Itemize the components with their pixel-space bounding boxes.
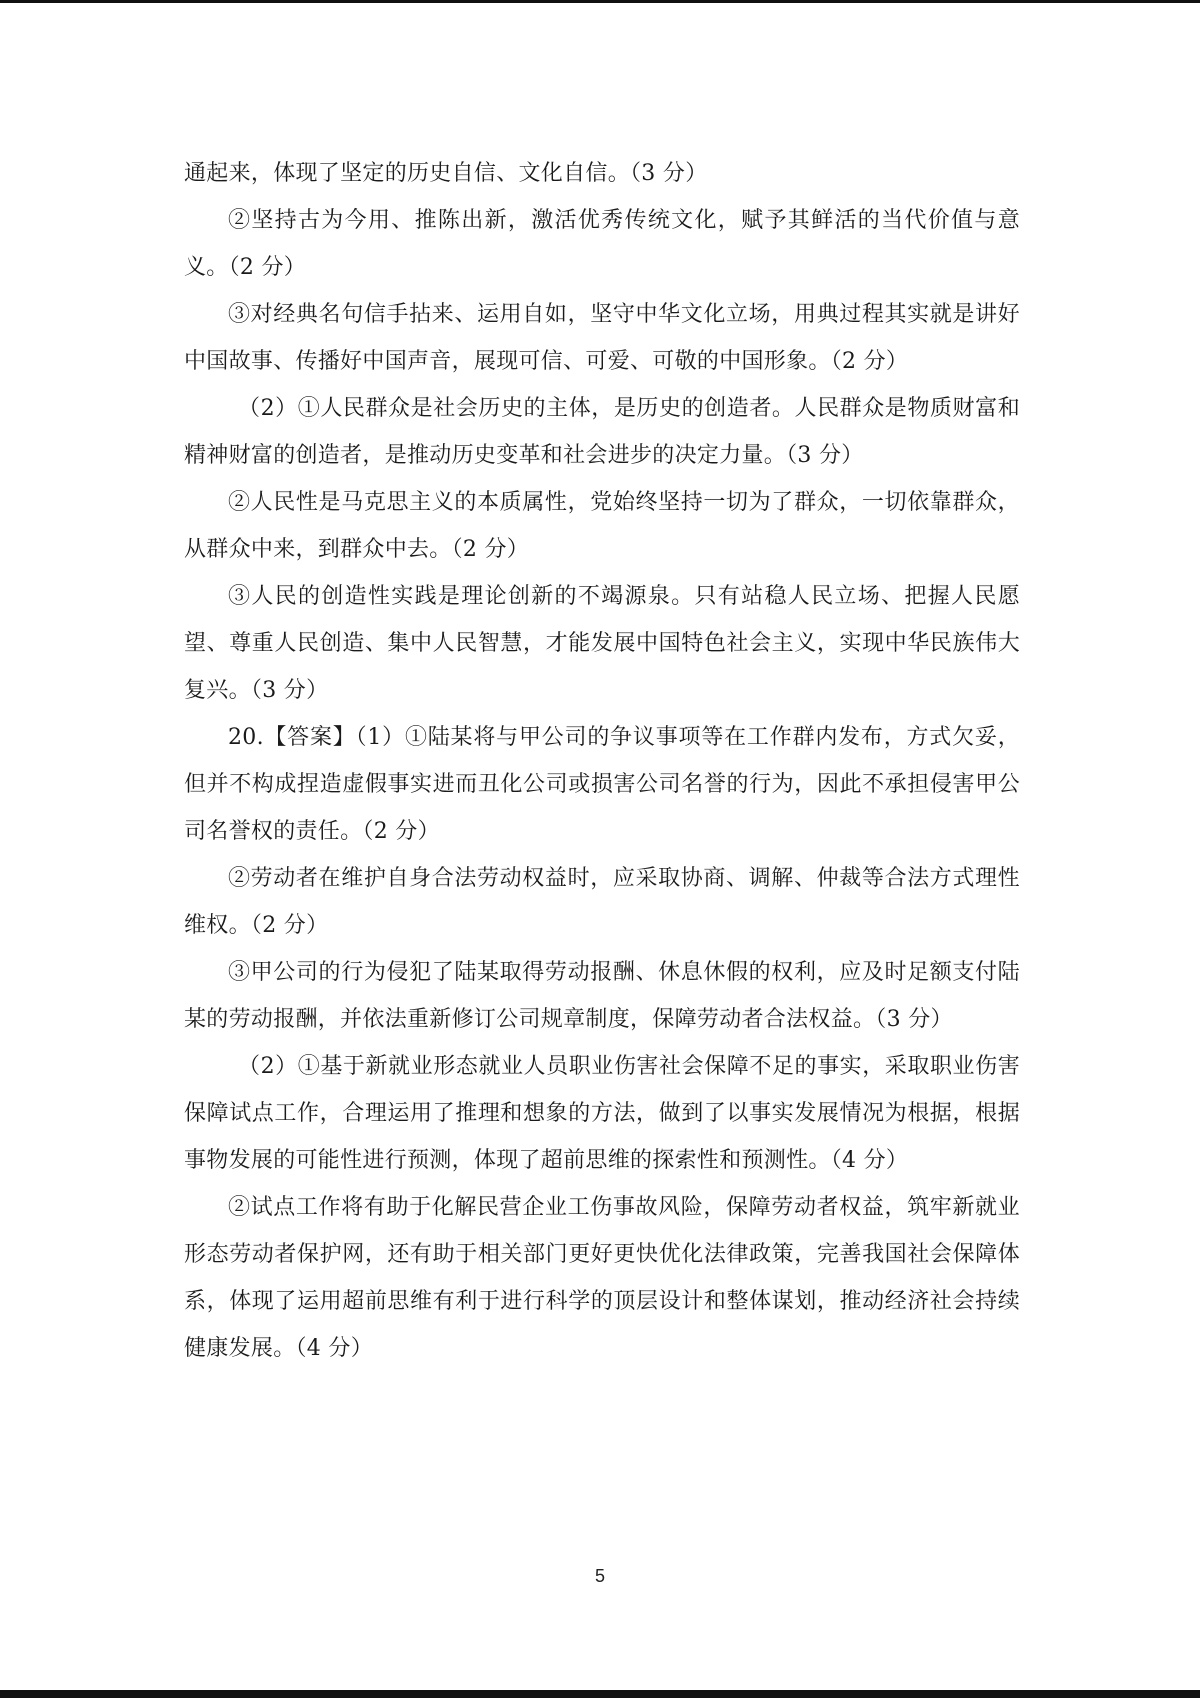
bottom-border <box>0 1690 1200 1698</box>
paragraph-11: ②试点工作将有助于化解民营企业工伤事故风险，保障劳动者权益，筑牢新就业形态劳动者保护网，还有助于相关部门更好更快优化法律政策，完善我国社会保障体系，体现了运用超前思维有利于进行科学的顶层设计和整体谋划，推动经济社会持续健康发展。（4 分） <box>184 1195 1020 1361</box>
answer-text-body <box>184 150 1020 1372</box>
paragraph-10: （2）①基于新就业形态就业人员职业伤害社会保障不足的事实，采取职业伤害保障试点工作，合理运用了推理和想象的方法，做到了以事实发展情况为根据，根据事物发展的可能性进行预测，体现了超前思维的探索性和预测性。（4 分） <box>184 1054 1020 1173</box>
page-number: 5 <box>594 1566 605 1586</box>
paragraph-7: 20.【答案】（1）①陆某将与甲公司的争议事项等在工作群内发布，方式欠妥，但并不构成捏造虚假事实进而丑化公司或损害公司名誉的行为，因此不承担侵害甲公司名誉权的责任。（2 分） <box>184 725 1020 844</box>
paragraph-8: ②劳动者在维护自身合法劳动权益时，应采取协商、调解、仲裁等合法方式理性维权。（2 分） <box>184 866 1020 938</box>
paragraph-9: ③甲公司的行为侵犯了陆某取得劳动报酬、休息休假的权利，应及时足额支付陆某的劳动报酬，并依法重新修订公司规章制度，保障劳动者合法权益。（3 分） <box>184 960 1020 1032</box>
paragraph-1: 通起来，体现了坚定的历史自信、文化自信。（3 分） <box>184 161 708 186</box>
paragraph-3: ③对经典名句信手拈来、运用自如，坚守中华文化立场，用典过程其实就是讲好中国故事、传播好中国声音，展现可信、可爱、可敬的中国形象。（2 分） <box>184 302 1020 374</box>
top-border <box>0 0 1200 3</box>
paragraph-2: ②坚持古为今用、推陈出新，激活优秀传统文化，赋予其鲜活的当代价值与意义。（2 分） <box>184 208 1020 280</box>
paragraph-6: ③人民的创造性实践是理论创新的不竭源泉。只有站稳人民立场、把握人民愿望、尊重人民创造、集中人民智慧，才能发展中国特色社会主义，实现中华民族伟大复兴。（3 分） <box>184 584 1020 703</box>
paragraph-5: ②人民性是马克思主义的本质属性，党始终坚持一切为了群众，一切依靠群众，从群众中来，到群众中去。（2 分） <box>184 490 1020 562</box>
paragraph-4: （2）①人民群众是社会历史的主体，是历史的创造者。人民群众是物质财富和精神财富的创造者，是推动历史变革和社会进步的决定力量。（3 分） <box>184 396 1020 468</box>
